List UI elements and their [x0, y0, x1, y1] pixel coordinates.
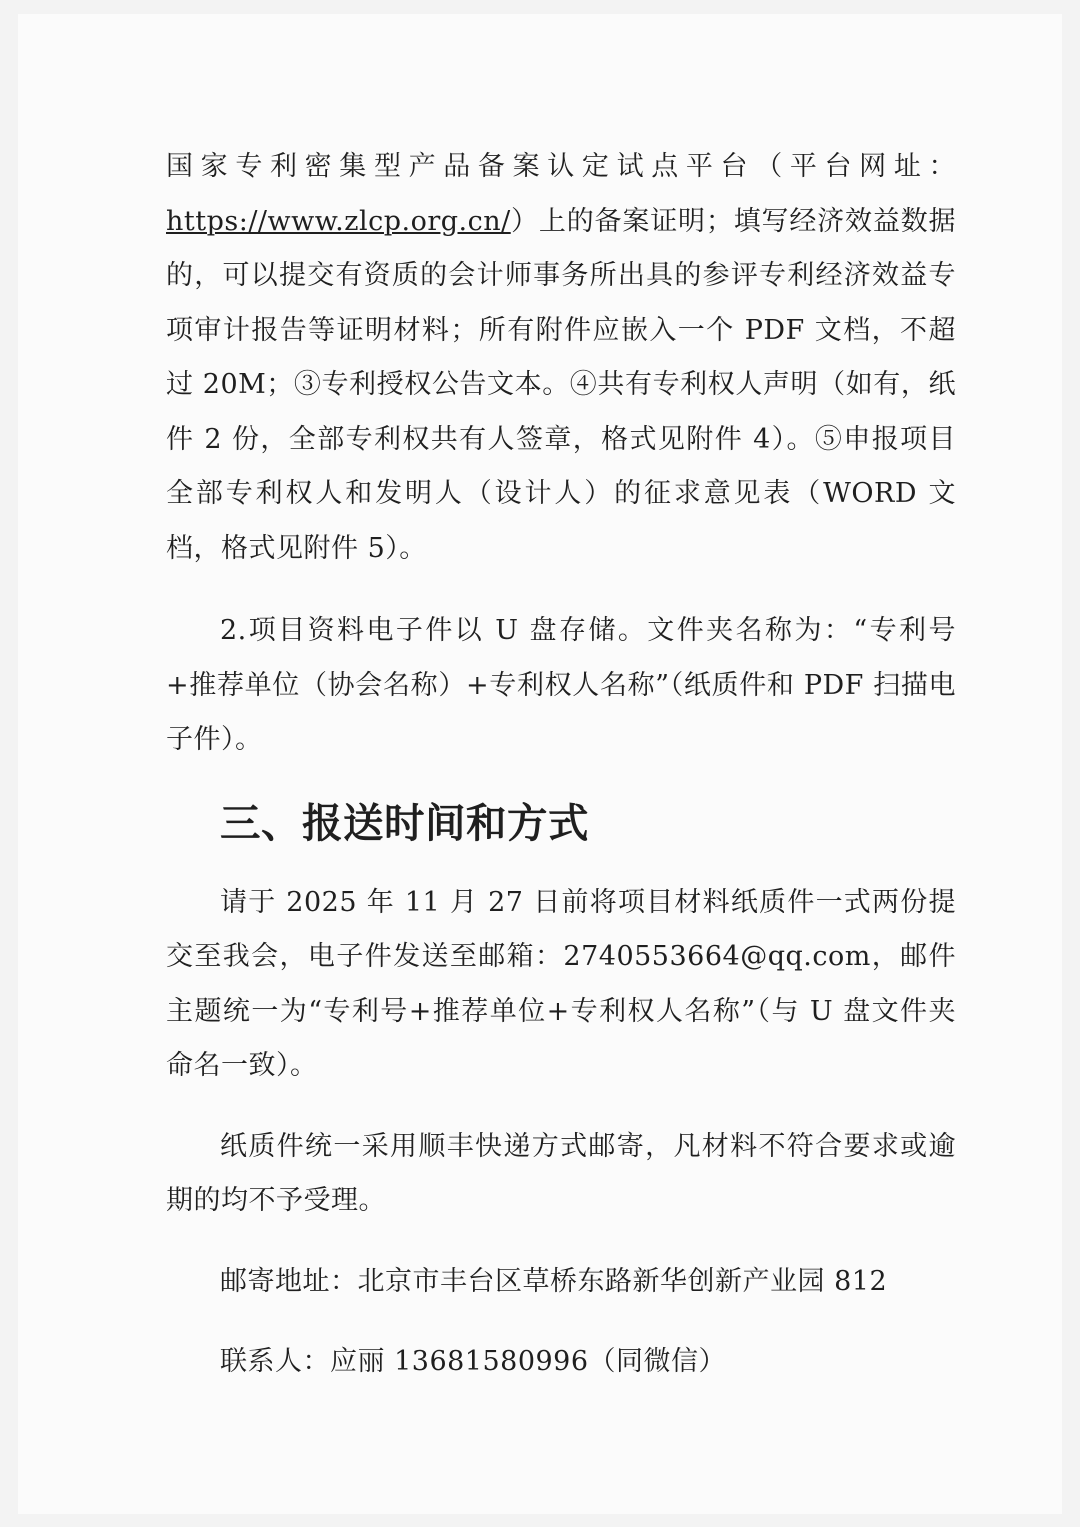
paragraph-usb-storage: 2.项目资料电子件以 U 盘存储。文件夹名称为：“专利号+推荐单位（协会名称）+专利权人名称”（纸质件和 PDF 扫描电子件）。	[166, 615, 956, 755]
paragraph-courier: 纸质件统一采用顺丰快递方式邮寄，凡材料不符合要求或逾期的均不予受理。	[166, 1130, 956, 1216]
paragraph-contact: 联系人：应丽 13681580996（同微信）	[220, 1346, 727, 1377]
paragraph-attachments	[166, 140, 956, 576]
platform-url-link[interactable]: https://www.zlcp.org.cn/	[166, 205, 511, 237]
paragraph-deadline-email: 请于 2025 年 11 月 27 日前将项目材料纸质件一式两份提交至我会，电子件发送至邮箱：2740553664@qq.com，邮件主题统一为“专利号+推荐单位+专利权人名称”（与 U 盘文件夹命名一致）。	[166, 886, 956, 1081]
paragraph-attachments-text-1: 国家专利密集型产品备案认定试点平台（平台网址：	[166, 151, 956, 182]
paragraph-attachments-text-2: ）上的备案证明；填写经济效益数据的，可以提交有资质的会计师事务所出具的参评专利经济效益专项审计报告等证明材料；所有附件应嵌入一个 PDF 文档，不超过 20M；③专利授权公告文本。④共有专利权人声明（如有，纸件 2 份，全部专利权共有人签章，格式见附件 4）。⑤申报项目全部专利权人和发明人（设计人）的征求意见表（WORD 文档，格式见附件 5）。	[166, 205, 956, 564]
document-body	[166, 140, 956, 1390]
scanned-page	[18, 14, 1062, 1514]
paragraph-mailing-address: 邮寄地址：北京市丰台区草桥东路新华创新产业园 812	[220, 1265, 888, 1297]
section-heading-submission: 三、报送时间和方式	[220, 798, 589, 847]
